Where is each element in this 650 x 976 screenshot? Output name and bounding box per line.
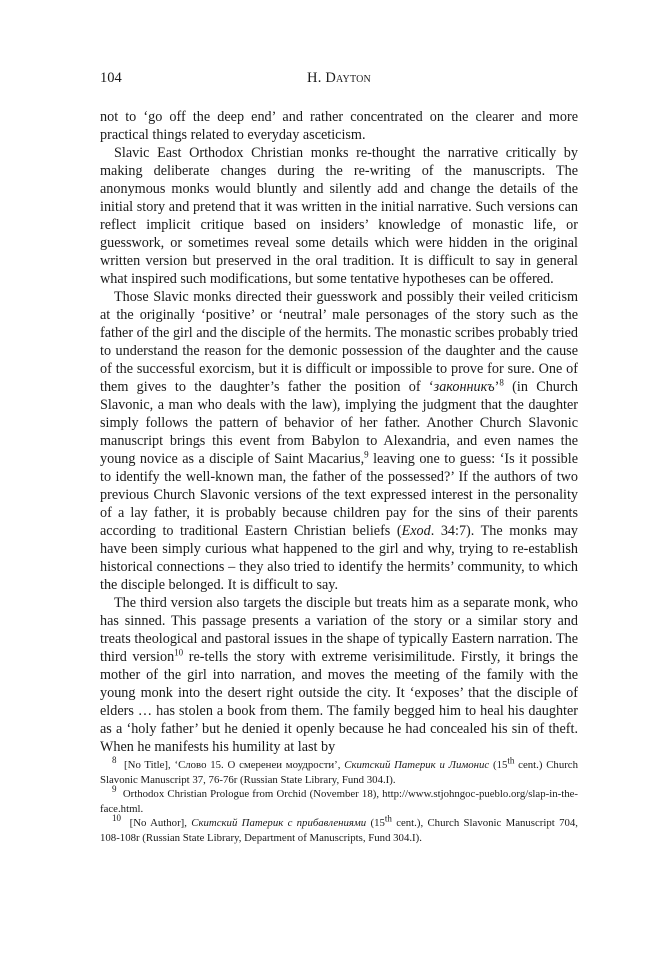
footnote-10-title: Скитский Патерик с прибавлениями [191,817,367,829]
running-head-author: H. Dayton [307,70,371,86]
footnote-ref-10[interactable]: 10 [174,647,184,658]
footnote-10-text-b: (15 [366,817,385,829]
footnote-10-text-c: cent.), Church Slavonic Manuscript 704, 108-108r (Russian State Library, Department of Manuscripts, Fund 304.I). [100,817,578,844]
paragraph-3-text-c: (in Church Slavonic, a man who deals with the law), implying the judgment that the daughter simply follows the pattern of behavior of her father. Another Church Slavonic manuscript brings this event from Babylon to Alexandria, and even names the young novice as a disciple of Saint Macarius, [100,379,579,467]
paragraph-3-text-b: ’ [494,379,500,395]
footnote-8-sup: th [507,755,515,766]
paragraph-3 [100,288,578,594]
footnote-10-sup: th [384,813,392,824]
footnote-10-text-a: [No Author], [129,817,192,829]
footnote-8-text-c: cent.) Church Slavonic Manuscript 37, 76-76r (Russian State Library, Fund 304.I). [100,759,579,786]
paragraph-1: not to ‘go off the deep end’ and rather concentrated on the clearer and more practical things related to everyday asceticism. [100,109,578,143]
exod-reference: Exod [401,523,431,539]
paragraph-4 [100,594,578,756]
paragraph-3-text-e: . 34:7). The monks may have been simply curious what happened to the girl and why, trying to re-establish historical connections – they also tried to identify the hermits’ community, to which the disciple belonged. It is difficult to say. [100,523,578,593]
footnote-ref-9[interactable]: 9 [364,449,369,460]
page [100,70,578,756]
paragraph-4-text-b: re-tells the story with extreme verisimilitude. Firstly, it brings the mother of the girl into narration, and moves the meeting of the family with the young monk into the desert right outside the city. It ‘exposes’ that the disciple of elders … has stolen a book from them. The family begged him to heal his daughter as a ‘holy father’ but he denied it openly because he had concealed his sin of theft. When he manifests his humility at last by [100,649,578,755]
footnote-ref-8[interactable]: 8 [499,377,504,388]
footnote-8-text-a: [No Title], ‘Слово 15. О смеренеи моудрости’, [124,759,345,771]
page-number: 104 [100,70,122,86]
footnotes [100,755,579,845]
footnote-9-text[interactable]: Orthodox Christian Prologue from Orchid (November 18), http://www.stjohngoc-pueblo.org/slap-in-the-face.html. [100,788,578,815]
footnote-10: $^{10}$ [No Author], Скитский Патерик с прибавлениями (15th cent.), Church Slavonic Manuscript 704, 108-108r (Russian State Library, Department of Manuscripts, Fund 304.I). [100,813,578,844]
paragraph-3-text-d: leaving one to guess: ‘Is it possible to identify the well-known man, the father of the possessed?’ If the authors of two previous Church Slavonic versions of the text expressed interest in the personality of a lay father, it is probably because children pay for the sins of their parents according to traditional Eastern Christian beliefs ( [100,451,578,539]
paragraph-3-text-a: Those Slavic monks directed their guesswork and possibly their veiled criticism at the originally ‘positive’ or ‘neutral’ male personages of the story such as the father of the girl and the disciple of the hermits. The monastic scribes probably tried to understand the reason for the demonic possession of the daughter and the cause of the successful exorcism, but it is difficult or impossible to prove for sure. One of them gives to the daughter’s father the position of ‘ [100,289,578,395]
paragraph-4-text-a: The third version also targets the disciple but treats him as a separate monk, who has sinned. This passage presents a variation of the story or a similar story and treats theological and pastoral issues in the shape of typically Eastern narration. The third version [100,595,578,665]
paragraph-2: Slavic East Orthodox Christian monks re-thought the narrative critically by making deliberate changes during the re-writing of the manuscripts. The anonymous monks would bluntly and silently add and change the details of the initial story and pretend that it was written in the initial narrative. Such versions can reflect implicit critique based on insiders’ knowledge of monastic life, or guesswork, or sometimes reveal some details which were hidden in the original written version but preserved in the oral tradition. It is difficult to say in general what inspired such modifications, but some tentative hypotheses can be offered. [100,145,578,287]
footnote-8-title: Скитский Патерик и Лимонис [344,759,490,771]
footnote-9: $^9$ Orthodox Christian Prologue from Orchid (November 18), http://www.stjohngoc-pueblo.org/slap-in-the-face.html. [100,784,578,815]
footnote-8: $^8$ [No Title], ‘Слово 15. О смеренеи моудрости’, Скитский Патерик и Лимонис (15th cent.) Church Slavonic Manuscript 37, 76-76r (Russian State Library, Fund 304.I). [100,755,579,786]
running-head [100,70,578,92]
footnote-8-text-b: (15 [489,759,508,771]
term-zakonnik: законникъ [433,379,495,395]
body-text [100,108,578,756]
